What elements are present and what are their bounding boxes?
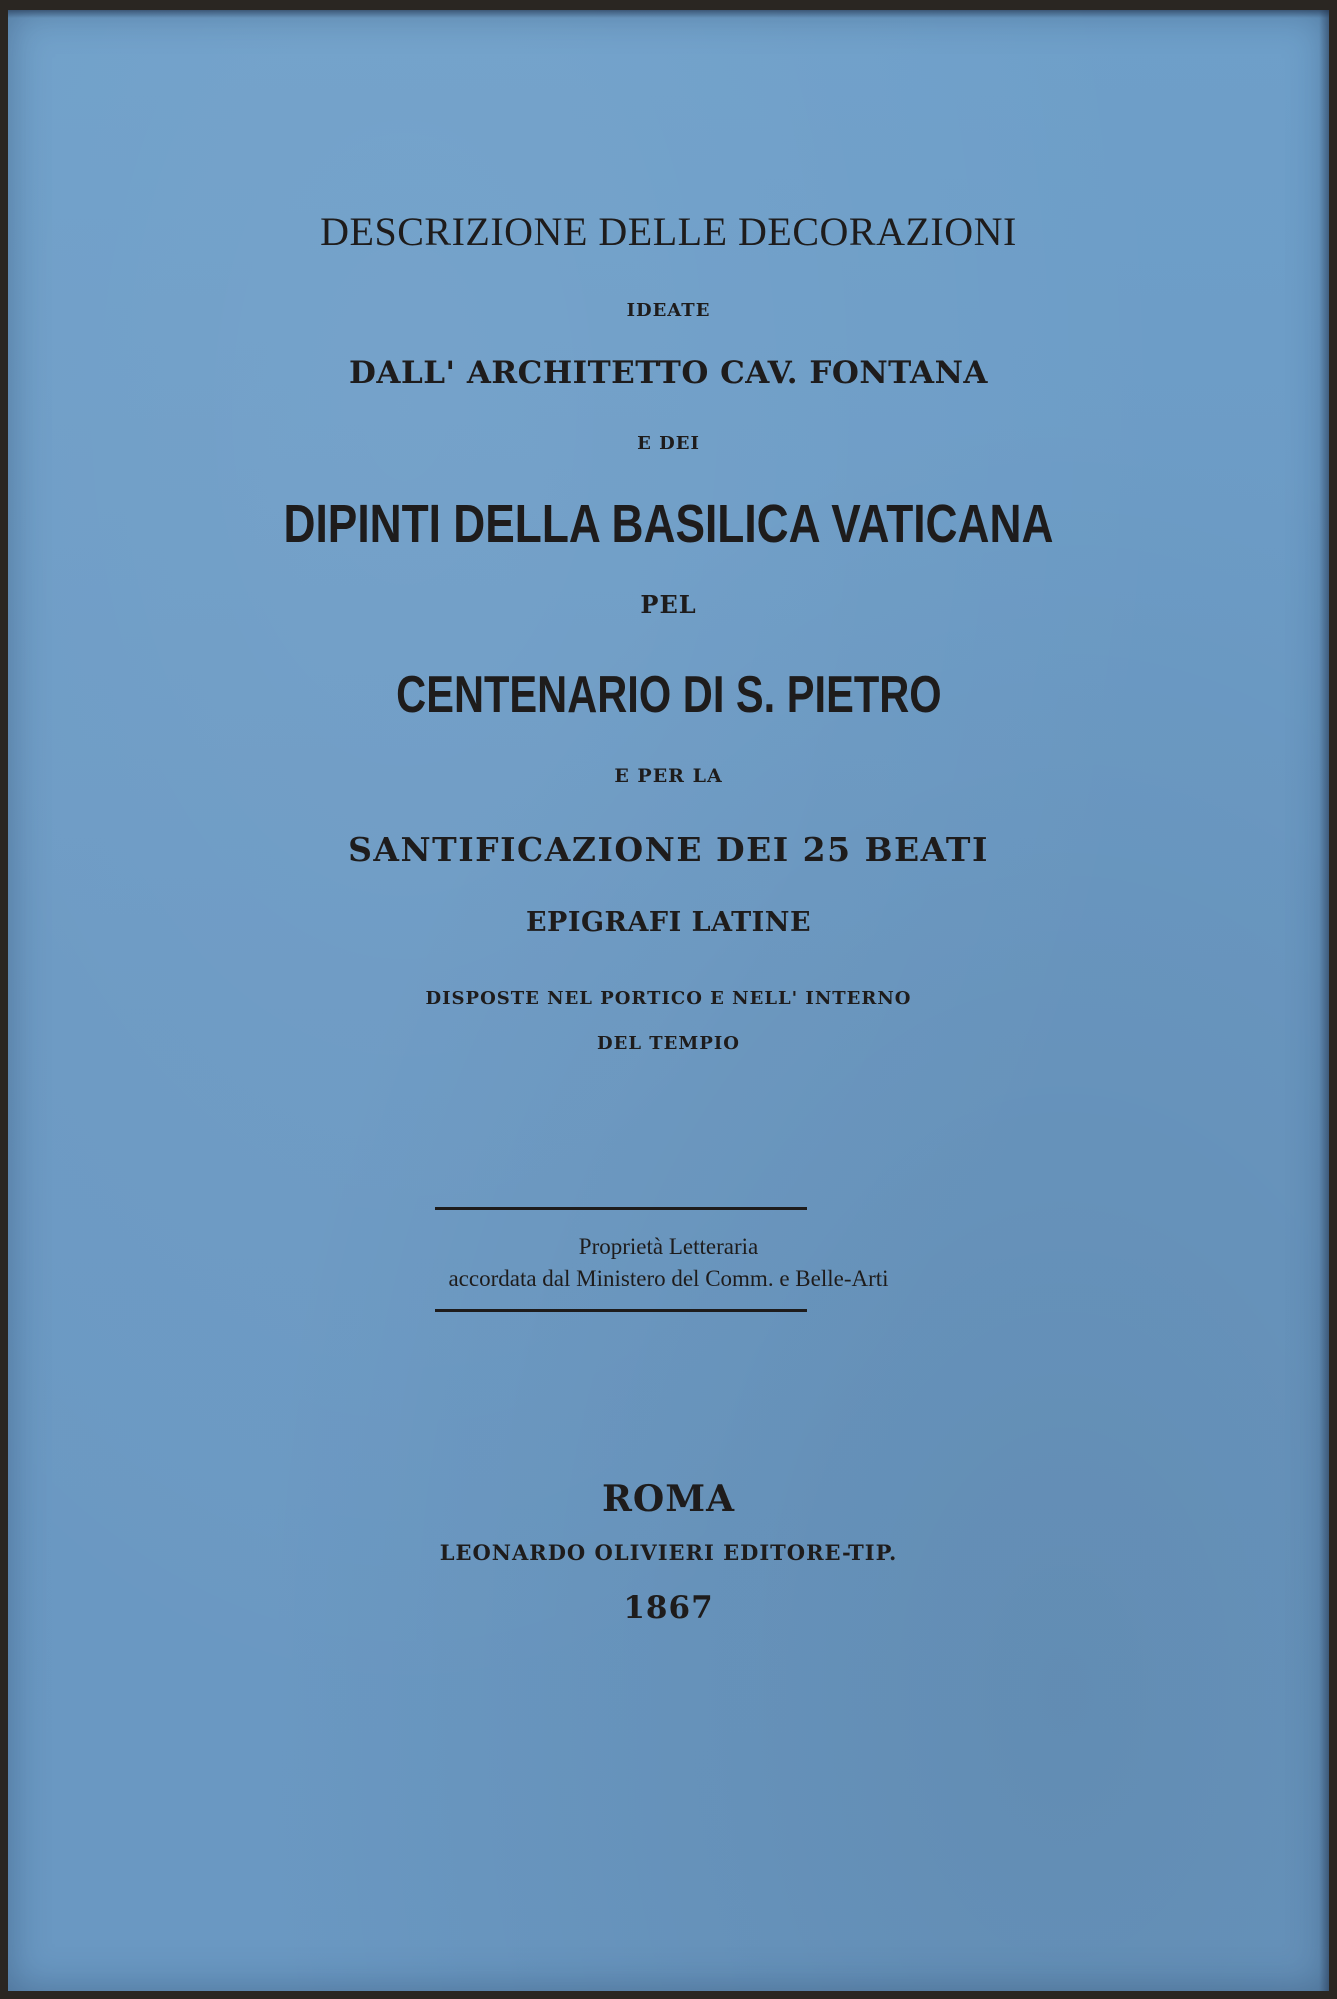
divider-bottom <box>435 1309 807 1312</box>
title-dipinti-text: DIPINTI DELLA BASILICA VATICANA <box>283 494 1054 554</box>
title-line-santificazione: SANTIFICAZIONE DEI 25 BEATI <box>348 830 989 869</box>
imprint-publisher: LEONARDO OLIVIERI EDITORE-TIP. <box>439 1540 898 1565</box>
title-line-architetto: DALL' ARCHITETTO CAV. FONTANA <box>349 355 988 391</box>
title-line-descrizione: DESCRIZIONE DELLE DECORAZIONI <box>320 209 1017 254</box>
title-line-e-per-la: E PER LA <box>614 765 723 787</box>
title-line-tempio: DEL TEMPIO <box>597 1033 740 1054</box>
imprint-year: 1867 <box>623 1590 714 1626</box>
book-cover <box>8 10 1329 1991</box>
title-line-ideate: IDEATE <box>626 300 711 321</box>
cover-edge-shadow-top <box>8 10 1329 18</box>
title-line-pel: PEL <box>640 590 697 619</box>
copyright-line-2: accordata dal Ministero del Comm. e Belle-Arti <box>448 1266 889 1291</box>
title-line-epigrafi: EPIGRAFI LATINE <box>525 907 812 938</box>
title-line-e-dei: E DEI <box>637 433 700 454</box>
title-line-dipinti <box>8 490 1329 558</box>
imprint-city: ROMA <box>601 1478 736 1520</box>
title-line-centenario <box>8 662 1329 729</box>
title-line-disposte: DISPOSTE NEL PORTICO E NELL' INTERNO <box>425 988 912 1009</box>
divider-top <box>435 1207 807 1210</box>
title-centenario-text: CENTENARIO DI S. PIETRO <box>395 666 942 724</box>
copyright-line-1: Proprietà Letteraria <box>578 1234 759 1259</box>
